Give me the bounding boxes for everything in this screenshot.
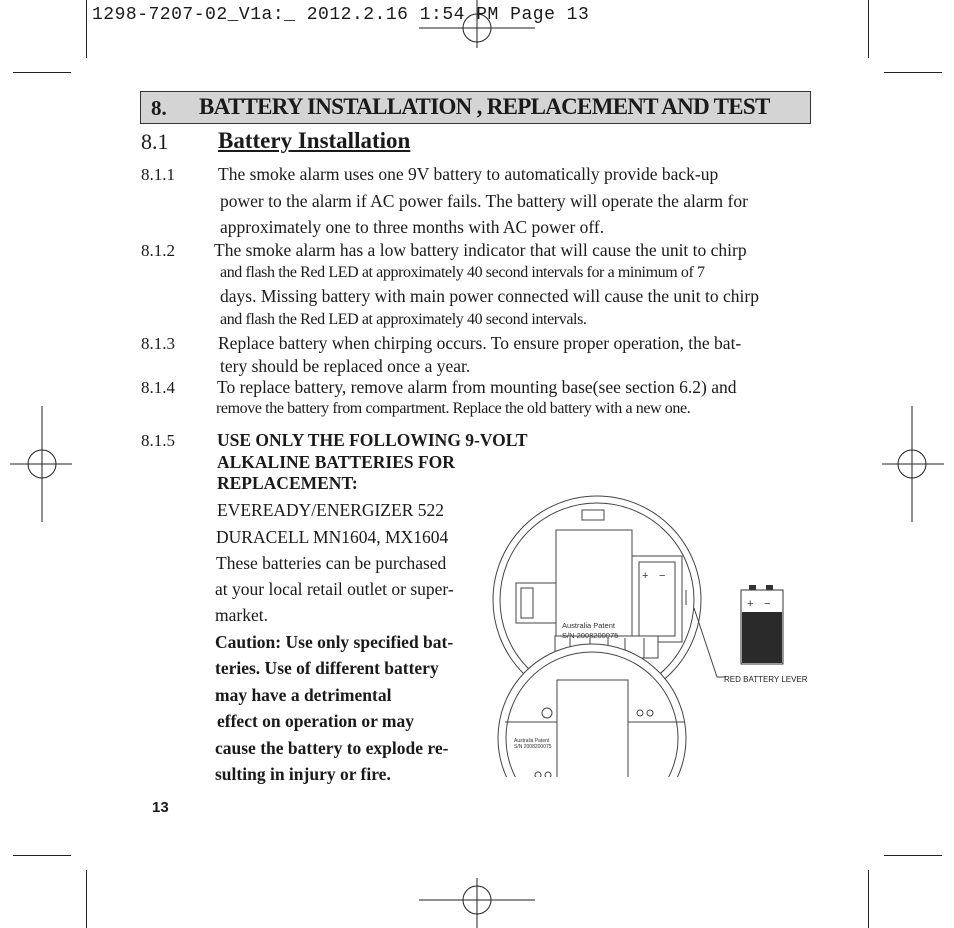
svg-text:−: − bbox=[764, 598, 771, 610]
battery-icon bbox=[741, 585, 783, 664]
section-number: 8. bbox=[151, 96, 167, 120]
paragraph-number: 8.1.3 bbox=[141, 334, 175, 353]
subsection-number: 8.1 bbox=[141, 129, 169, 154]
caution-line: cause the battery to explode re- bbox=[215, 738, 449, 758]
caution-line: effect on operation or may bbox=[217, 711, 414, 731]
battery-model-line: DURACELL MN1604, MX1604 bbox=[216, 527, 449, 547]
paragraph-line: approximately one to three months with AC power off. bbox=[220, 217, 605, 237]
paragraph-line: days. Missing battery with main power connected will cause the unit to chirp bbox=[220, 286, 759, 306]
paragraph-line: at your local retail outlet or super- bbox=[215, 579, 454, 599]
paragraph-line: tery should be replaced once a year. bbox=[220, 356, 471, 376]
paragraph-number: 8.1.4 bbox=[141, 378, 175, 397]
paragraph-number: 8.1.1 bbox=[141, 165, 175, 184]
subsection-title: Battery Installation bbox=[218, 128, 411, 153]
paragraph-line: and flash the Red LED at approximately 40 second intervals for a minimum of 7 bbox=[220, 264, 705, 281]
caution-line: may have a detrimental bbox=[215, 685, 392, 705]
svg-text:−: − bbox=[659, 570, 666, 582]
print-slug: 1298-7207-02_V1a:_ 2012.2.16 1:54 PM Page 13 bbox=[92, 5, 590, 25]
svg-text:+: + bbox=[642, 570, 649, 582]
paragraph-line: market. bbox=[215, 605, 268, 625]
svg-text:+: + bbox=[747, 598, 754, 610]
paragraph-line: and flash the Red LED at approximately 40 second intervals. bbox=[220, 311, 587, 328]
paragraph-line: power to the alarm if AC power fails. The battery will operate the alarm for bbox=[220, 191, 748, 211]
warning-heading-line: USE ONLY THE FOLLOWING 9-VOLT bbox=[217, 430, 528, 450]
patent-number-small: S/N 2008200075 bbox=[514, 744, 552, 750]
patent-label: Australia Patent bbox=[562, 621, 615, 630]
paragraph-line: The smoke alarm has a low battery indicator that will cause the unit to chirp bbox=[214, 240, 747, 260]
paragraph-number: 8.1.5 bbox=[141, 431, 175, 450]
paragraph-line: remove the battery from compartment. Replace the old battery with a new one. bbox=[216, 400, 691, 417]
paragraph-line: The smoke alarm uses one 9V battery to automatically provide back-up bbox=[218, 164, 719, 184]
page-number: 13 bbox=[152, 799, 169, 816]
patent-number: S/N 2008200075 bbox=[562, 631, 619, 640]
caution-line: Caution: Use only specified bat- bbox=[215, 632, 454, 652]
paragraph-line: To replace battery, remove alarm from mounting base(see section 6.2) and bbox=[217, 377, 737, 397]
warning-heading-line: REPLACEMENT: bbox=[217, 473, 358, 493]
caution-line: sulting in injury or fire. bbox=[215, 764, 391, 784]
paragraph-line: These batteries can be purchased bbox=[216, 553, 447, 573]
battery-model-line: EVEREADY/ENERGIZER 522 bbox=[217, 500, 444, 520]
paragraph-line: Replace battery when chirping occurs. To ensure proper operation, the bat- bbox=[218, 333, 742, 353]
patent-label-small: Australia Patent bbox=[514, 738, 550, 744]
warning-heading-line: ALKALINE BATTERIES FOR bbox=[217, 452, 455, 472]
section-title: BATTERY INSTALLATION , REPLACEMENT AND TEST bbox=[199, 94, 770, 119]
red-battery-lever-label: RED BATTERY LEVER bbox=[724, 675, 808, 684]
paragraph-number: 8.1.2 bbox=[141, 241, 175, 260]
caution-line: teries. Use of different battery bbox=[215, 658, 439, 678]
